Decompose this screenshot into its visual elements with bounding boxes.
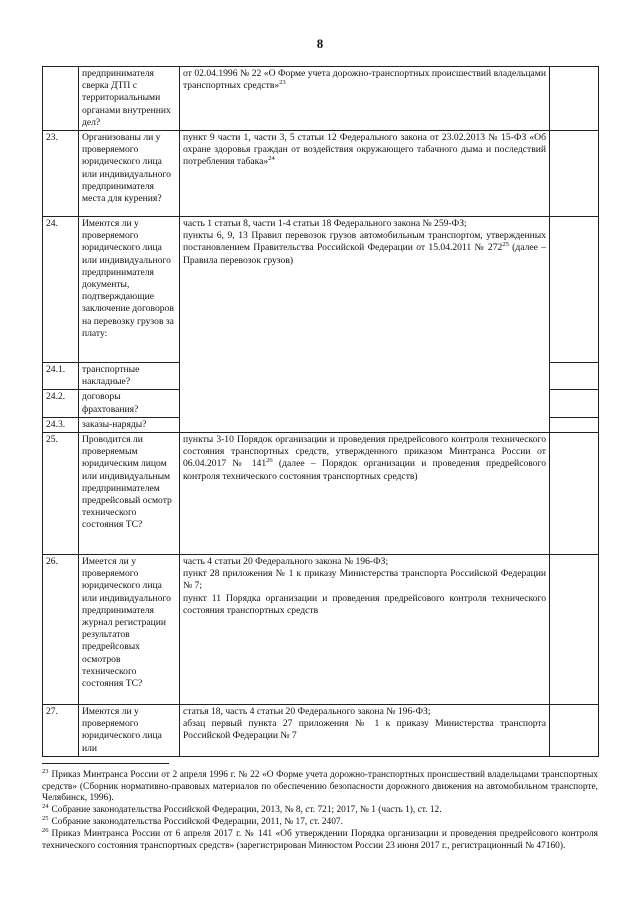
row-question: предпринимателя сверка ДТП с территориальными органами внутренних дел? [79,67,180,131]
row-reference: часть 4 статьи 20 Федерального закона № 196-ФЗ; пункт 28 приложения № 1 к приказу Министерства транспорта Российской Федерации № 7; пункт 11 Порядка организации и проведения предрейсового контроля технического состояния транспортных средств [180,555,550,705]
table-row [43,131,599,217]
row-number [43,67,79,131]
page-number: 8 [316,36,324,51]
row-mark-cell [550,705,599,757]
checklist-table [42,66,599,757]
row-number: 24.3. [43,417,79,432]
row-question: договоры фрахтования? [79,390,180,417]
row-question: Проводится ли проверяемым юридическим лицом или индивидуальным предпринимателем предрейсовый осмотр технического состояния ТС? [79,433,180,555]
row-question: Организованы ли у проверяемого юридического лица или индивидуального предпринимателя места для курения? [79,131,180,217]
row-reference: от 02.04.1996 № 22 «О Форме учета дорожно-транспортных происшествий владельцами транспортных средств»$^{23}$ [180,67,550,131]
row-question: транспортные накладные? [79,363,180,390]
table-row [43,705,599,757]
row-mark-cell [550,390,599,417]
row-mark-cell [550,417,599,432]
row-number: 26. [43,555,79,705]
row-question: Имеются ли у проверяемого юридического лица или [79,705,180,757]
row-mark-cell [550,363,599,390]
row-number: 25. [43,433,79,555]
footnote-divider [42,763,169,764]
row-question: заказы-наряды? [79,417,180,432]
row-question: Имеется ли у проверяемого юридического лица или индивидуального предпринимателя журнал регистрации результатов предрейсовых осмотров технического состояния ТС? [79,555,180,705]
row-number: 24.1. [43,363,79,390]
footnote: $^{24}$ Собрание законодательства Российской Федерации, 2013, № 8, ст. 721; 2017, № 1 (часть 1), ст. 12. [42,803,442,816]
row-mark-cell [550,67,599,131]
row-mark-cell [550,555,599,705]
row-reference: пункт 9 части 1, части 3, 5 статьи 12 Федерального закона от 23.02.2013 № 15-ФЗ «Об охране здоровья граждан от воздействия окружающего табачного дыма и последствий потребления табака»$^{24}$ [180,131,550,217]
row-question: Имеются ли у проверяемого юридического лица или индивидуального предпринимателя документы, подтверждающие заключение договоров на перевозку грузов за плату: [79,217,180,363]
row-mark-cell [550,217,599,363]
row-number: 23. [43,131,79,217]
table-row [43,433,599,555]
footnote: $^{25}$ Собрание законодательства Российской Федерации, 2011, № 17, ст. 2407. [42,815,343,828]
row-number: 24.2. [43,390,79,417]
row-reference: статья 18, часть 4 статьи 20 Федерального закона № 196-ФЗ; абзац первый пункта 27 приложения № 1 к приказу Министерства транспорта Российской Федерации № 7 [180,705,550,757]
table-row [43,555,599,705]
row-number: 27. [43,705,79,757]
footnotes [42,767,598,853]
table-row [43,67,599,131]
row-mark-cell [550,433,599,555]
row-reference: часть 1 статьи 8, части 1-4 статьи 18 Федерального закона № 259-ФЗ; пункты 6, 9, 13 Правил перевозок грузов автомобильным транспортом, утвержденных постановлением Правительства Российской Федерации от 15.04.2011 № $272^{25}$ (далее – Правила перевозок грузов) [180,217,550,433]
row-reference: пункты 3-10 Порядок организации и проведения предрейсового контроля технического состояния транспортных средств, утвержденного приказом Минтранса России от 06.04.2017 № $141^{26}$ (далее – Порядок организации и проведения предрейсового контроля технического состояния транспортных средств) [180,433,550,555]
row-number: 24. [43,217,79,363]
table-row [43,217,599,363]
row-mark-cell [550,131,599,217]
footnote: $^{23}$ Приказ Минтранса России от 2 апреля 1996 г. № 22 «О Форме учета дорожно-транспортных происшествий владельцами транспортных средств» (Сборник нормативно-правовых материалов по обеспечению безопасности дорожного движения на автомобильном транспорте, Челябинск, 1996). [42,767,598,804]
footnote: $^{26}$ Приказ Минтранса России от 6 апреля 2017 г. № 141 «Об утверждении Порядка организации и проведения предрейсового контроля технического состояния транспортных средств» (зарегистрирован Минюстом России 23 июня 2017 г., регистрационный № 47160). [42,827,598,852]
